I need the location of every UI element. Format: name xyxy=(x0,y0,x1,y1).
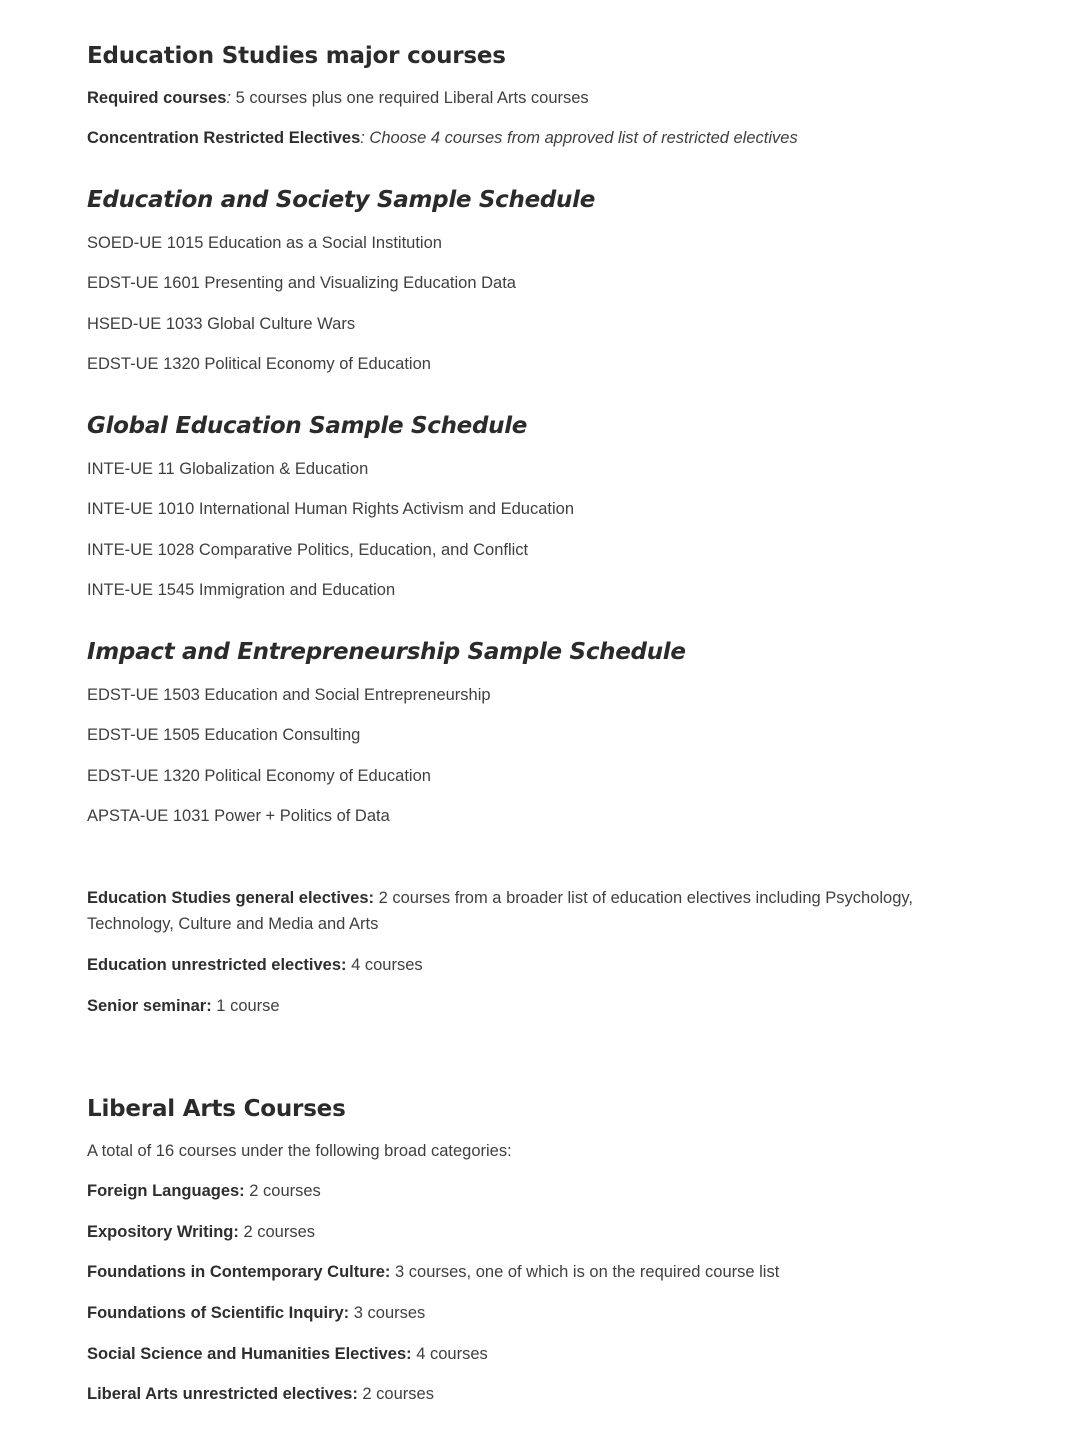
liberal-arts-item xyxy=(87,1259,779,1285)
category-label: Foundations of Scientific Inquiry: xyxy=(87,1304,350,1322)
major-courses-heading: Education Studies major courses xyxy=(87,43,506,69)
elective-text: 2 courses from a broader list of education electives including Psychology, Technology, Culture and Media and Arts xyxy=(87,889,913,933)
category-text: 4 courses xyxy=(411,1345,488,1363)
required-courses-label: Required courses xyxy=(87,89,227,107)
elective-label: Senior seminar: xyxy=(87,997,212,1015)
course-item: INTE-UE 1028 Comparative Politics, Education, and Conflict xyxy=(87,541,529,559)
category-label: Expository Writing: xyxy=(87,1223,239,1241)
category-text: 3 courses xyxy=(349,1304,426,1322)
required-courses-line xyxy=(87,85,589,111)
category-text: 2 courses xyxy=(238,1223,315,1241)
concentration-sep: : xyxy=(360,129,365,147)
schedule-heading-education-society: Education and Society Sample Schedule xyxy=(87,187,596,213)
concentration-line xyxy=(87,125,798,151)
category-label: Liberal Arts unrestricted electives: xyxy=(87,1385,358,1403)
course-item: INTE-UE 11 Globalization & Education xyxy=(87,460,369,478)
concentration-label: Concentration Restricted Electives xyxy=(87,129,361,147)
category-label: Social Science and Humanities Electives: xyxy=(87,1345,412,1363)
course-item: EDST-UE 1320 Political Economy of Education xyxy=(87,355,431,373)
liberal-arts-item xyxy=(87,1219,315,1245)
general-electives-line xyxy=(87,885,997,937)
liberal-arts-intro: A total of 16 courses under the following broad categories: xyxy=(87,1142,512,1160)
course-item: EDST-UE 1503 Education and Social Entrepreneurship xyxy=(87,686,491,704)
elective-text: 4 courses xyxy=(346,956,423,974)
elective-label: Education Studies general electives: xyxy=(87,889,375,907)
required-courses-text: 5 courses plus one required Liberal Arts courses xyxy=(230,89,589,107)
concentration-text: Choose 4 courses from approved list of restricted electives xyxy=(364,129,798,147)
elective-text: 1 course xyxy=(211,997,280,1015)
liberal-arts-item xyxy=(87,1178,321,1204)
course-item: INTE-UE 1010 International Human Rights Activism and Education xyxy=(87,500,574,518)
category-label: Foundations in Contemporary Culture: xyxy=(87,1263,391,1281)
liberal-arts-item xyxy=(87,1341,488,1367)
category-label: Foreign Languages: xyxy=(87,1182,245,1200)
liberal-arts-heading: Liberal Arts Courses xyxy=(87,1096,346,1122)
course-item: EDST-UE 1601 Presenting and Visualizing Education Data xyxy=(87,274,516,292)
liberal-arts-item xyxy=(87,1300,425,1326)
senior-seminar-line xyxy=(87,993,280,1019)
course-item: EDST-UE 1505 Education Consulting xyxy=(87,726,361,744)
course-item: APSTA-UE 1031 Power + Politics of Data xyxy=(87,807,390,825)
liberal-arts-item xyxy=(87,1381,434,1407)
course-item: INTE-UE 1545 Immigration and Education xyxy=(87,581,396,599)
category-text: 3 courses, one of which is on the required course list xyxy=(390,1263,780,1281)
required-courses-sep: : xyxy=(226,89,231,107)
category-text: 2 courses xyxy=(357,1385,434,1403)
schedule-heading-global-education: Global Education Sample Schedule xyxy=(87,413,528,439)
course-item: HSED-UE 1033 Global Culture Wars xyxy=(87,315,356,333)
elective-label: Education unrestricted electives: xyxy=(87,956,347,974)
unrestricted-electives-line xyxy=(87,952,423,978)
schedule-heading-impact-entrepreneurship: Impact and Entrepreneurship Sample Schedule xyxy=(87,639,686,665)
category-text: 2 courses xyxy=(244,1182,321,1200)
course-item: SOED-UE 1015 Education as a Social Institution xyxy=(87,234,442,252)
course-item: EDST-UE 1320 Political Economy of Education xyxy=(87,767,431,785)
